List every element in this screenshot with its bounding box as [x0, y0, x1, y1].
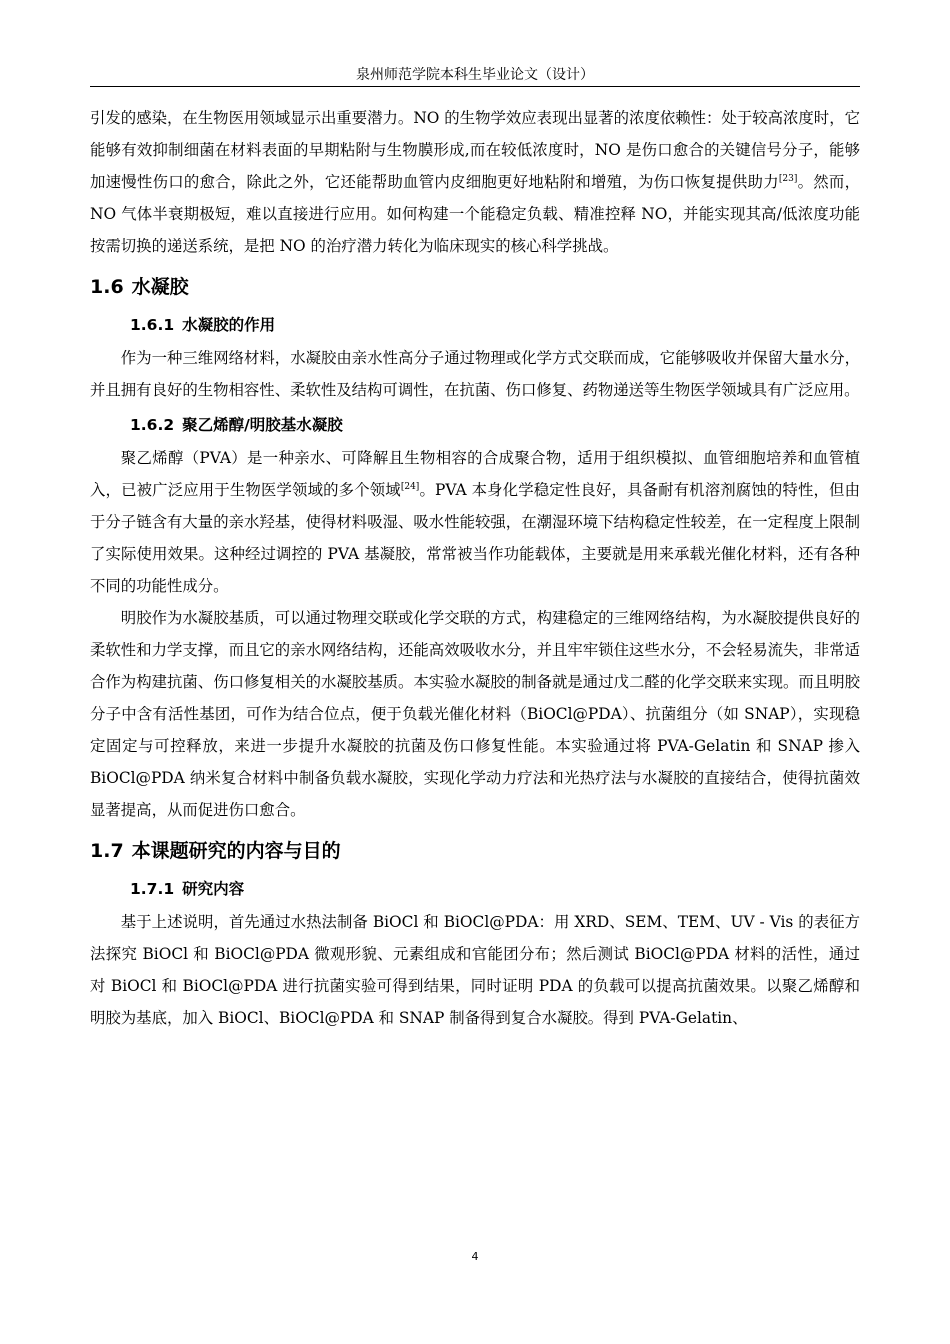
- page-content: [90, 102, 860, 1034]
- paragraph-text: 。然而，NO 气体半衰期极短，难以直接进行应用。如何构建一个能稳定负载、精准控释 NO，并能实现其高/低浓度功能按需切换的递送系统，是把 NO 的治疗潜力转化为临床现实的核心科学挑战。: [90, 173, 860, 255]
- citation-ref: [23]: [778, 173, 798, 184]
- paragraph-hydrogel-role: 作为一种三维网络材料，水凝胶由亲水性高分子通过物理或化学方式交联而成，它能够吸收并保留大量水分，并且拥有良好的生物相容性、柔软性及结构可调性，在抗菌、伤口修复、药物递送等生物医学领域具有广泛应用。: [90, 349, 860, 399]
- subsection-title: 水凝胶的作用: [182, 316, 276, 334]
- subsection-heading-research-content: [130, 874, 860, 904]
- section-heading-research: [90, 836, 860, 866]
- section-number: 1.6: [90, 276, 124, 298]
- subsection-heading-pva-gelatin: [130, 410, 860, 440]
- paragraph-pva: [90, 442, 860, 602]
- subsection-number: 1.6.1: [130, 316, 175, 334]
- section-title: 本课题研究的内容与目的: [131, 840, 341, 862]
- running-header: 泉州师范学院本科生毕业论文（设计）: [90, 66, 860, 87]
- section-number: 1.7: [90, 840, 124, 862]
- subsection-number: 1.6.2: [130, 416, 175, 434]
- section-title: 水凝胶: [131, 276, 189, 298]
- subsection-number: 1.7.1: [130, 880, 175, 898]
- paragraph-research-content: 基于上述说明，首先通过水热法制备 BiOCl 和 BiOCl@PDA：用 XRD、SEM、TEM、UV - Vis 的表征方法探究 BiOCl 和 BiOCl@PDA 微观形貌、元素组成和官能团分布；然后测试 BiOCl@PDA 材料的活性，通过对 BiOCl 和 BiOCl@PDA 进行抗菌实验可得到结果，同时证明 PDA 的负载可以提高抗菌效果。以聚乙烯醇和明胶为基底，加入 BiOCl、BiOCl@PDA 和 SNAP 制备得到复合水凝胶。得到 PVA-Gelatin、: [90, 913, 860, 1027]
- page-number: 4: [471, 1250, 479, 1263]
- paragraph-gelatin: 明胶作为水凝胶基质，可以通过物理交联或化学交联的方式，构建稳定的三维网络结构，为水凝胶提供良好的柔软性和力学支撑，而且它的亲水网络结构，还能高效吸收水分，并且牢牢锁住这些水分，不会轻易流失，非常适合作为构建抗菌、伤口修复相关的水凝胶基质。本实验水凝胶的制备就是通过戊二醛的化学交联来实现。而且明胶分子中含有活性基团，可作为结合位点，便于负载光催化材料（BiOCl@PDA）、抗菌组分（如 SNAP），实现稳定固定与可控释放，来进一步提升水凝胶的抗菌及伤口修复性能。本实验通过将 PVA-Gelatin 和 SNAP 掺入 BiOCl@PDA 纳米复合材料中制备负载水凝胶，实现化学动力疗法和光热疗法与水凝胶的直接结合，使得抗菌效显著提高，从而促进伤口愈合。: [90, 609, 860, 819]
- citation-ref: [24]: [400, 481, 420, 492]
- paragraph-text: 引发的感染，在生物医用领域显示出重要潜力。NO 的生物学效应表现出显著的浓度依赖性：处于较高浓度时，它能够有效抑制细菌在材料表面的早期粘附与生物膜形成,而在较低浓度时，NO 是伤口愈合的关键信号分子，能够加速慢性伤口的愈合，除此之外，它还能帮助血管内皮细胞更好地粘附和增殖，为伤口恢复提供助力: [90, 109, 860, 191]
- paragraph-no-delivery: [90, 102, 860, 262]
- section-heading-hydrogel: [90, 272, 860, 302]
- subsection-title: 研究内容: [182, 880, 245, 898]
- subsection-heading-hydrogel-role: [130, 310, 860, 340]
- paragraph-text: 。PVA 本身化学稳定性良好，具备耐有机溶剂腐蚀的特性，但由于分子链含有大量的亲水羟基，使得材料吸湿、吸水性能较强，在潮湿环境下结构稳定性较差，在一定程度上限制了实际使用效果。这种经过调控的 PVA 基凝胶，常常被当作功能载体，主要就是用来承载光催化材料，还有各种不同的功能性成分。: [90, 481, 860, 595]
- subsection-title: 聚乙烯醇/明胶基水凝胶: [182, 416, 343, 434]
- paragraph-text: 聚乙烯醇（PVA）是一种亲水、可降解且生物相容的合成聚合物，适用于组织模拟、血管细胞培养和血管植入，已被广泛应用于生物医学领域的多个领域: [90, 449, 860, 499]
